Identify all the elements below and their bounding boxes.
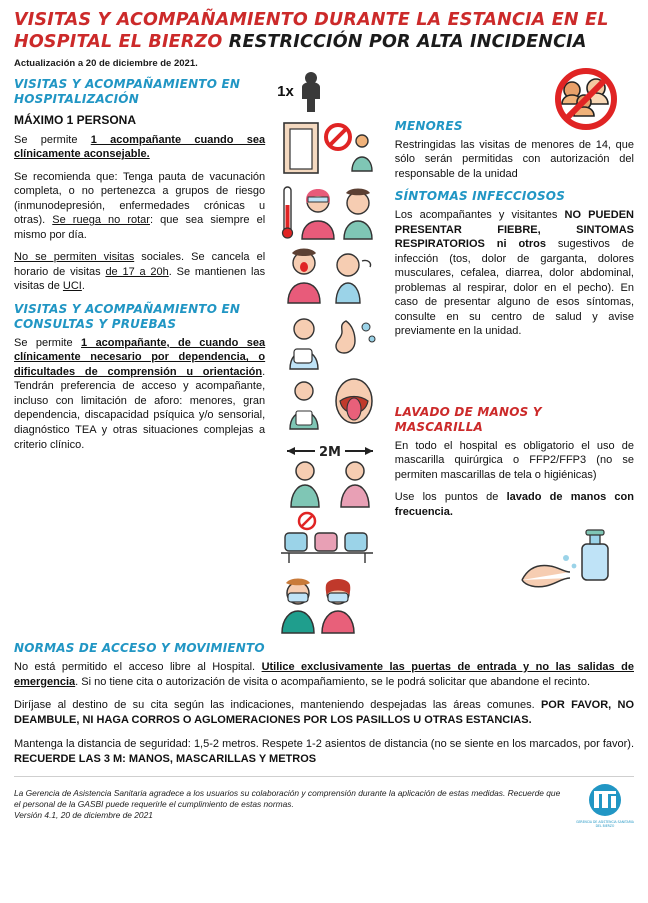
three-m-bold: RECUERDE LAS 3 M: MANOS, MASCARILLAS Y METROS xyxy=(14,752,317,765)
svg-text:2M: 2M xyxy=(318,444,341,460)
no-entry-door-icon xyxy=(278,115,382,177)
uci-underline: UCI xyxy=(62,280,82,293)
para-handwash: Use los puntos de lavado de manos con frecuencia. xyxy=(394,491,634,518)
para-consultations-underline: 1 acompañante, de cuando sea clínicamente necesario por dependencia, o dificultades de comprensión u orientación xyxy=(14,336,266,378)
access-rules-block xyxy=(14,641,634,767)
symptoms-bold: NO PUEDEN PRESENTAR FIEBRE, SINTOMAS RESPIRATORIOS ni otros xyxy=(394,209,634,251)
section-handwash-title: LAVADO DE MANOS Y MASCARILLA xyxy=(394,404,542,434)
gasbi-logo-icon xyxy=(576,782,634,828)
para-one-companion-underline: 1 acompañante cuando sea clínicamente aconsejable. xyxy=(14,133,266,161)
svg-text:DEL BIERZO: DEL BIERZO xyxy=(595,823,615,828)
no-visits-underline: No se permiten visitas xyxy=(14,251,135,264)
visit-hours-underline: de 17 a 20h xyxy=(105,265,169,278)
cough-symptom-icon xyxy=(278,245,382,307)
para-consultations: Se permite 1 acompañante, de cuando sea clínicamente necesario por dependencia, o dificultades de comprensión u orientación. Tendrán preferencia de acceso y acompañante, incluso con limitación de aforo: menores, gran dependencia, discapacidad psíquica y/o sensorial, diagnóstico TEA y otras situaciones complejas a criterio clínico. xyxy=(14,336,266,451)
left-column xyxy=(14,71,265,635)
footer-line-2: Versión 4.1, 20 de diciembre de 2021 xyxy=(14,810,153,821)
para-access-2: Diríjase al destino de su cita según las indicaciones, manteniendo despejadas las áreas comunes. POR FAVOR, NO DEAMBULE, NI HAGA CORROS O AGLOMERACIONES POR LOS PASILLOS U OTRAS ESTANCIAS. xyxy=(14,699,634,727)
distance-2m-icon xyxy=(277,439,383,509)
section-visits-consultations-title: VISITAS Y ACOMPAÑAMIENTO EN CONSULTAS Y PRUEBAS xyxy=(14,301,241,331)
footer-line-1: La Gerencia de Asistencia Sanitaria agradece a los usuarios su colaboración y comprensión durante la aplicación de estas medidas. Recuerde que el personal de la GASBI puede requerirle el cumplimiento de estas normas. xyxy=(14,787,561,810)
para-symptoms: Los acompañantes y visitantes NO PUEDEN PRESENTAR FIEBRE, SINTOMAS RESPIRATORIOS ni otros sugestivos de infección (tos, dolor de garganta, dolores musculares, cefalea, diarrea, dolor abdominal, problemas al respirar, dolor en el pecho). En caso de presentar alguno de esos síntomas, consulte en su centro de salud y avise previamente en la unidad. xyxy=(394,209,634,338)
updated-date: Actualización a 20 de diciembre de 2021. xyxy=(14,57,198,69)
masked-people-icon xyxy=(276,573,384,635)
access-underline: Utilice exclusivamente las puertas de entrada y no las salidas de emergencia xyxy=(14,660,634,688)
hand-sanitizer-icon xyxy=(516,528,634,590)
title-restriction: RESTRICCIÓN POR ALTA INCIDENCIA xyxy=(228,31,587,52)
para-mask: En todo el hospital es obligatorio el uso de mascarilla quirúrgica o FFP2/FFP3 (no se permiten mascarillas de tela o higiénicas) xyxy=(394,439,634,481)
right-column xyxy=(395,71,634,635)
content-columns xyxy=(14,71,634,635)
illustration-stack xyxy=(275,115,385,635)
section-minors-title: MENORES xyxy=(394,118,463,133)
section-access-rules-title: NORMAS DE ACCESO Y MOVIMIENTO xyxy=(14,640,265,655)
seat-distance-icon xyxy=(277,511,383,569)
ratio-label: 1x xyxy=(277,83,294,101)
illustration-column xyxy=(275,71,385,635)
person-icon xyxy=(298,71,324,113)
max-persons-label: MÁXIMO 1 PERSONA xyxy=(14,112,137,127)
para-access-1: No está permitido el acceso libre al Hospital. Utilice exclusivamente las puertas de entrada y no las salidas de emergencia. Si no tiene cita o autorización de visita o acompañamiento, se le podrá solicitar que abandone el recinto. xyxy=(14,660,634,688)
para-no-social-visits: No se permiten visitas sociales. Se cancela el horario de visitas de 17 a 20h. Se mantienen las visitas de UCI. xyxy=(14,251,266,293)
para-recommendations: Se recomienda que: Tenga pauta de vacunación completa, o no pertenezca a grupos de riesgo (inmunodepresión, enfermedades crónicas u otras). Se ruega no rotar: que sea siempre el mismo por día. xyxy=(14,170,266,241)
footer-text xyxy=(14,788,566,822)
para-access-3: Mantenga la distancia de seguridad: 1,5-2 metros. Respete 1-2 asientos de distancia (no se siente en los marcados, por favor). RECUERDE LAS 3 M: MANOS, MASCARILLAS Y METROS xyxy=(14,738,634,765)
para-minors: Restringidas las visitas de menores de 14, que sólo serán permitidas con autorización del responsable de la unidad xyxy=(394,138,634,180)
sore-throat-icon xyxy=(278,375,382,433)
no-minors-icon xyxy=(540,68,632,134)
sneeze-symptom-icon xyxy=(278,309,382,373)
poster-header xyxy=(14,10,634,69)
handwash-bold: lavado de manos con frecuencia. xyxy=(394,491,634,518)
para-no-rotate-underline: Se ruega no rotar xyxy=(52,214,150,227)
title-hospital: HOSPITAL EL BIERZO xyxy=(14,31,223,52)
title-line-1: VISITAS Y ACOMPAÑAMIENTO DURANTE LA ESTANCIA EN EL xyxy=(14,10,609,30)
title-line-2 xyxy=(14,32,634,54)
para-one-companion: Se permite 1 acompañante cuando sea clínicamente aconsejable. xyxy=(14,133,266,161)
fever-symptom-icon xyxy=(278,179,382,243)
mask-handwash-illustration xyxy=(276,573,384,635)
one-person-ratio xyxy=(277,71,385,113)
section-symptoms-title: SÍNTOMAS INFECCIOSOS xyxy=(394,189,566,204)
no-wander-bold: POR FAVOR, NO DEAMBULE, NI HAGA CORROS O AGLOMERACIONES POR LOS PASILLOS U OTRAS ESTANCIAS. xyxy=(14,699,634,727)
logo-caption: GERENCIA DE ASISTENCIA SANITARIA xyxy=(576,819,634,824)
poster-footer xyxy=(14,776,634,828)
section-visits-hospitalization-title: VISITAS Y ACOMPAÑAMIENTO EN HOSPITALIZACIÓN xyxy=(14,76,241,106)
